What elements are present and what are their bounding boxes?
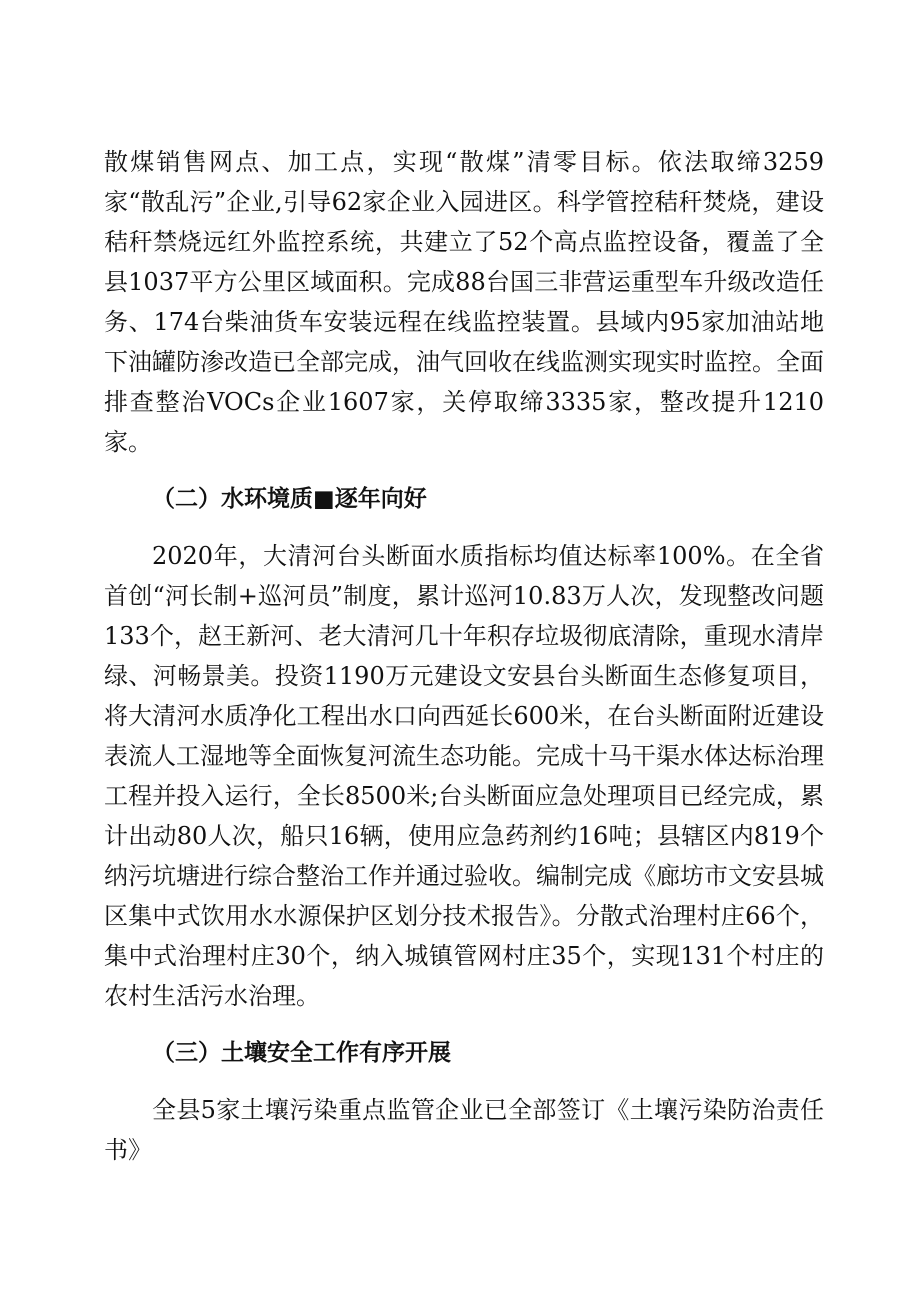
paragraph-water-quality: 2020年，大清河台头断面水质指标均值达标率100%。在全省首创“河长制+巡河员”制度，累计巡河10.83万人次，发现整改问题133个，赵王新河、老大清河几十年积存垃圾彻底清除，重现水清岸绿、河畅景美。投资1190万元建设文安县台头断面生态修复项目，将大清河水质净化工程出水口向西延长600米，在台头断面附近建设表流人工湿地等全面恢复河流生态功能。完成十马干渠水体达标治理工程并投入运行，全长8500米;台头断面应急处理项目已经完成，累计出动80人次，船只16辆，使用应急药剂约16吨；县辖区内819个纳污坑塘进行综合整治工作并通过验收。编制完成《廊坊市文安县城区集中式饮用水水源保护区划分技术报告》。分散式治理村庄66个，集中式治理村庄30个，纳入城镇管网村庄35个，实现131个村庄的农村生活污水治理。	[104, 542, 824, 1010]
document-page	[104, 142, 824, 1187]
section-heading-water: （二）水环境质■逐年向好	[152, 486, 427, 512]
section-heading-soil: （三）土壤安全工作有序开展	[152, 1040, 451, 1066]
paragraph-soil-safety: 全县5家土壤污染重点监管企业已全部签订《土壤污染防治责任书》	[104, 1096, 824, 1164]
paragraph-air-quality: 散煤销售网点、加工点，实现“散煤”清零目标。依法取缔3259家“散乱污”企业,引导62家企业入园进区。科学管控秸秆焚烧，建设秸秆禁烧远红外监控系统，共建立了52个高点监控设备，覆盖了全县1037平方公里区域面积。完成88台国三非营运重型车升级改造任务、174台柴油货车安装远程在线监控装置。县域内95家加油站地下油罐防渗改造已全部完成，油气回收在线监测实现实时监控。全面排查整治VOCs企业1607家，关停取缔3335家，整改提升1210家。	[104, 148, 824, 456]
